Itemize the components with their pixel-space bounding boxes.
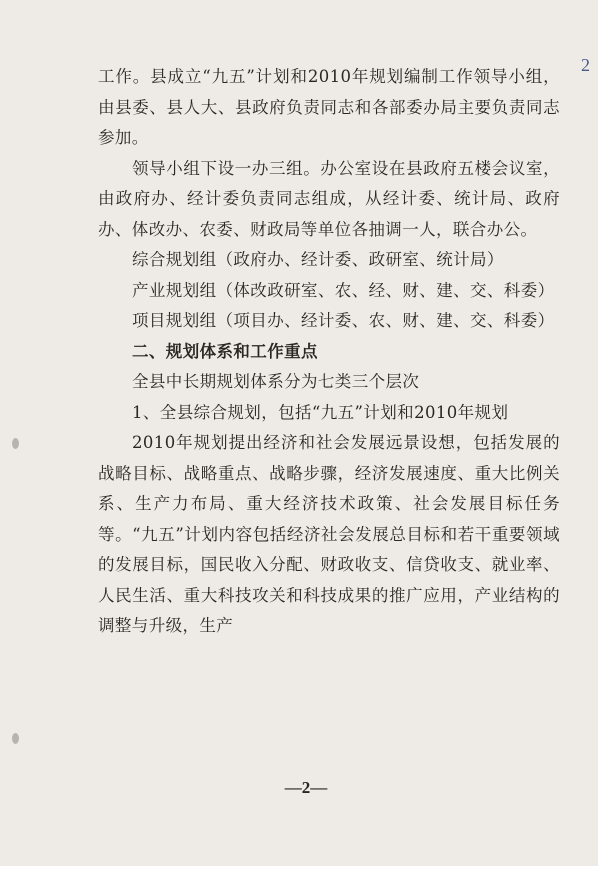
page-number: —2— (284, 778, 328, 797)
document-body (98, 62, 560, 642)
body-paragraph: 全县中长期规划体系分为七类三个层次 (132, 372, 420, 391)
group-list-item: 产业规划组（体改政研室、农、经、财、建、交、科委） (132, 280, 555, 300)
body-paragraph: 2010年规划提出经济和社会发展远景设想，包括发展的战略目标、战略重点、战略步骤，经济发展速度、重大比例关系、生产力布局、重大经济技术政策、社会发展目标任务等。“九五”计划内容包括经济社会发展总目标和若干重要领域的发展目标，国民收入分配、财政收支、信贷收支、就业率、人民生活、重大科技攻关和科技成果的推广应用，产业结构的调整与升级，生产 (98, 433, 560, 635)
body-paragraph: 领导小组下设一办三组。办公室设在县政府五楼会议室，由政府办、经计委负责同志组成，从经计委、统计局、政府办、体改办、农委、财政局等单位各抽调一人，联合办公。 (98, 158, 560, 239)
group-list-item: 项目规划组（项目办、经计委、农、财、建、交、科委） (132, 311, 555, 330)
binding-hole-mark (12, 733, 19, 744)
numbered-heading: 1、全县综合规划，包括“九五”计划和2010年规划 (132, 402, 509, 422)
group-list-item: 综合规划组（政府办、经计委、政研室、统计局） (132, 250, 504, 269)
binding-hole-mark (12, 438, 19, 449)
section-heading: 二、规划体系和工作重点 (132, 341, 318, 361)
scan-edge-bottom (0, 866, 612, 872)
handwritten-page-mark: 2 (581, 55, 590, 75)
scan-edge-right (598, 0, 612, 872)
body-paragraph: 工作。县成立“九五”计划和2010年规划编制工作领导小组，由县委、县人大、县政府负责同志和各部委办局主要负责同志参加。 (98, 67, 560, 147)
